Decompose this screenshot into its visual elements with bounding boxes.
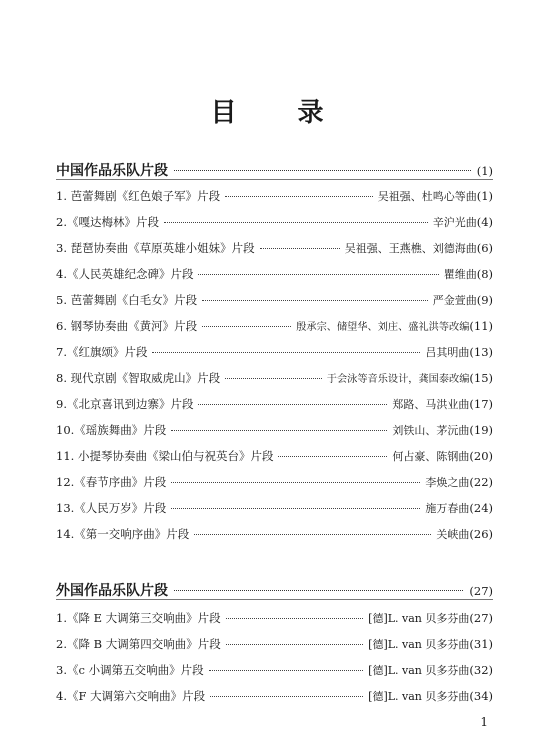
entry-author: 李焕之曲 xyxy=(425,476,470,489)
entry-title: 1.《降 E 大调第三交响曲》片段 xyxy=(56,611,221,625)
entry-page: (4) xyxy=(476,215,493,229)
entry-title: 10.《瑶族舞曲》片段 xyxy=(56,423,167,437)
dot-leader xyxy=(210,696,363,697)
entry-page: (27) xyxy=(469,611,493,625)
toc-entry[interactable] xyxy=(56,526,493,542)
section-heading-chinese xyxy=(56,160,493,180)
entry-page: (13) xyxy=(469,345,493,359)
toc-entry[interactable] xyxy=(56,610,493,626)
toc-entry[interactable] xyxy=(56,292,493,308)
toc-entry[interactable] xyxy=(56,636,493,652)
entry-title: 3. 琵琶协奏曲《草原英雄小姐妹》片段 xyxy=(56,241,255,255)
dot-leader xyxy=(225,378,322,379)
entry-author: 何占豪、陈钢曲 xyxy=(392,450,470,463)
entry-author: 于会泳等音乐设计，龚国泰改编 xyxy=(326,374,470,385)
toc-entry[interactable] xyxy=(56,500,493,516)
section-rule xyxy=(56,599,493,600)
toc-entry[interactable] xyxy=(56,188,493,204)
entry-author: [德]L. van 贝多芬曲 xyxy=(368,664,470,677)
dot-leader xyxy=(174,170,471,171)
dot-leader xyxy=(198,274,438,275)
dot-leader xyxy=(171,508,420,509)
toc-entry[interactable] xyxy=(56,318,493,334)
toc-entry[interactable] xyxy=(56,422,493,438)
dot-leader xyxy=(174,590,463,591)
toc-entry[interactable] xyxy=(56,344,493,360)
entry-author: 刘铁山、茅沅曲 xyxy=(392,424,470,437)
entry-author: [德]L. van 贝多芬曲 xyxy=(368,690,470,703)
toc-entry[interactable] xyxy=(56,240,493,256)
entry-title: 5. 芭蕾舞剧《白毛女》片段 xyxy=(56,293,198,307)
entry-author: 吴祖强、王燕樵、刘德海曲 xyxy=(344,242,477,255)
dot-leader xyxy=(171,482,420,483)
entry-author: 关峡曲 xyxy=(436,528,470,541)
entry-title: 7.《红旗颂》片段 xyxy=(56,345,148,359)
dot-leader xyxy=(225,196,373,197)
entry-title: 12.《春节序曲》片段 xyxy=(56,475,167,489)
entry-author: 吕其明曲 xyxy=(425,346,470,359)
dot-leader xyxy=(152,352,420,353)
entry-page: (11) xyxy=(469,319,493,333)
dot-leader xyxy=(226,618,363,619)
entry-page: (6) xyxy=(476,241,493,255)
entry-title: 2.《降 B 大调第四交响曲》片段 xyxy=(56,637,221,651)
toc-entry[interactable] xyxy=(56,266,493,282)
toc-entry[interactable] xyxy=(56,370,493,386)
toc-entry[interactable] xyxy=(56,474,493,490)
section-page: (1) xyxy=(476,164,493,178)
entry-page: (32) xyxy=(469,663,493,677)
entry-author: 辛沪光曲 xyxy=(432,216,477,229)
entry-page: (20) xyxy=(469,449,493,463)
section-heading-text: 中国作品乐队片段 xyxy=(56,163,168,179)
entry-page: (26) xyxy=(469,527,493,541)
page-title: 目 录 xyxy=(210,98,350,128)
entry-title: 9.《北京喜讯到边寨》片段 xyxy=(56,397,194,411)
dot-leader xyxy=(278,456,387,457)
entry-author: 瞿维曲 xyxy=(443,268,477,281)
toc-entry[interactable] xyxy=(56,448,493,464)
toc-entry[interactable] xyxy=(56,214,493,230)
toc-entry[interactable] xyxy=(56,396,493,412)
entry-author: 郑路、马洪业曲 xyxy=(392,398,470,411)
entry-page: (31) xyxy=(469,637,493,651)
entry-page: (17) xyxy=(469,397,493,411)
entry-author: [德]L. van 贝多芬曲 xyxy=(368,612,470,625)
entry-page: (1) xyxy=(476,189,493,203)
dot-leader xyxy=(209,670,364,671)
entry-page: (19) xyxy=(469,423,493,437)
entry-author: 严金萱曲 xyxy=(432,294,477,307)
entry-title: 3.《c 小调第五交响曲》片段 xyxy=(56,663,204,677)
entry-title: 4.《F 大调第六交响曲》片段 xyxy=(56,689,206,703)
dot-leader xyxy=(260,248,340,249)
dot-leader xyxy=(202,326,291,327)
page-number: 1 xyxy=(480,715,488,729)
entry-author: 施万春曲 xyxy=(425,502,470,515)
section-page: (27) xyxy=(469,584,493,598)
dot-leader xyxy=(202,300,428,301)
section-heading-text: 外国作品乐队片段 xyxy=(56,583,168,599)
section-rule xyxy=(56,179,493,180)
entry-page: (34) xyxy=(469,689,493,703)
entry-author: [德]L. van 贝多芬曲 xyxy=(368,638,470,651)
toc-entry[interactable] xyxy=(56,662,493,678)
entry-title: 2.《嘎达梅林》片段 xyxy=(56,215,159,229)
entry-author: 殷承宗、储望华、刘庄、盛礼洪等改编 xyxy=(296,322,470,333)
entry-title: 1. 芭蕾舞剧《红色娘子军》片段 xyxy=(56,189,221,203)
dot-leader xyxy=(171,430,387,431)
entry-title: 6. 钢琴协奏曲《黄河》片段 xyxy=(56,319,198,333)
dot-leader xyxy=(164,222,428,223)
entry-title: 8. 现代京剧《智取威虎山》片段 xyxy=(56,371,221,385)
entry-page: (24) xyxy=(469,501,493,515)
entry-page: (15) xyxy=(469,371,493,385)
entry-title: 4.《人民英雄纪念碑》片段 xyxy=(56,267,194,281)
section-heading-foreign xyxy=(56,580,493,600)
entry-title: 14.《第一交响序曲》片段 xyxy=(56,527,190,541)
dot-leader xyxy=(194,534,431,535)
entry-page: (9) xyxy=(476,293,493,307)
dot-leader xyxy=(226,644,363,645)
toc-entry[interactable] xyxy=(56,688,493,704)
entry-title: 11. 小提琴协奏曲《梁山伯与祝英台》片段 xyxy=(56,449,274,463)
entry-page: (22) xyxy=(469,475,493,489)
dot-leader xyxy=(198,404,387,405)
entry-title: 13.《人民万岁》片段 xyxy=(56,501,167,515)
entry-page: (8) xyxy=(476,267,493,281)
entry-author: 吴祖强、杜鸣心等曲 xyxy=(377,190,477,203)
